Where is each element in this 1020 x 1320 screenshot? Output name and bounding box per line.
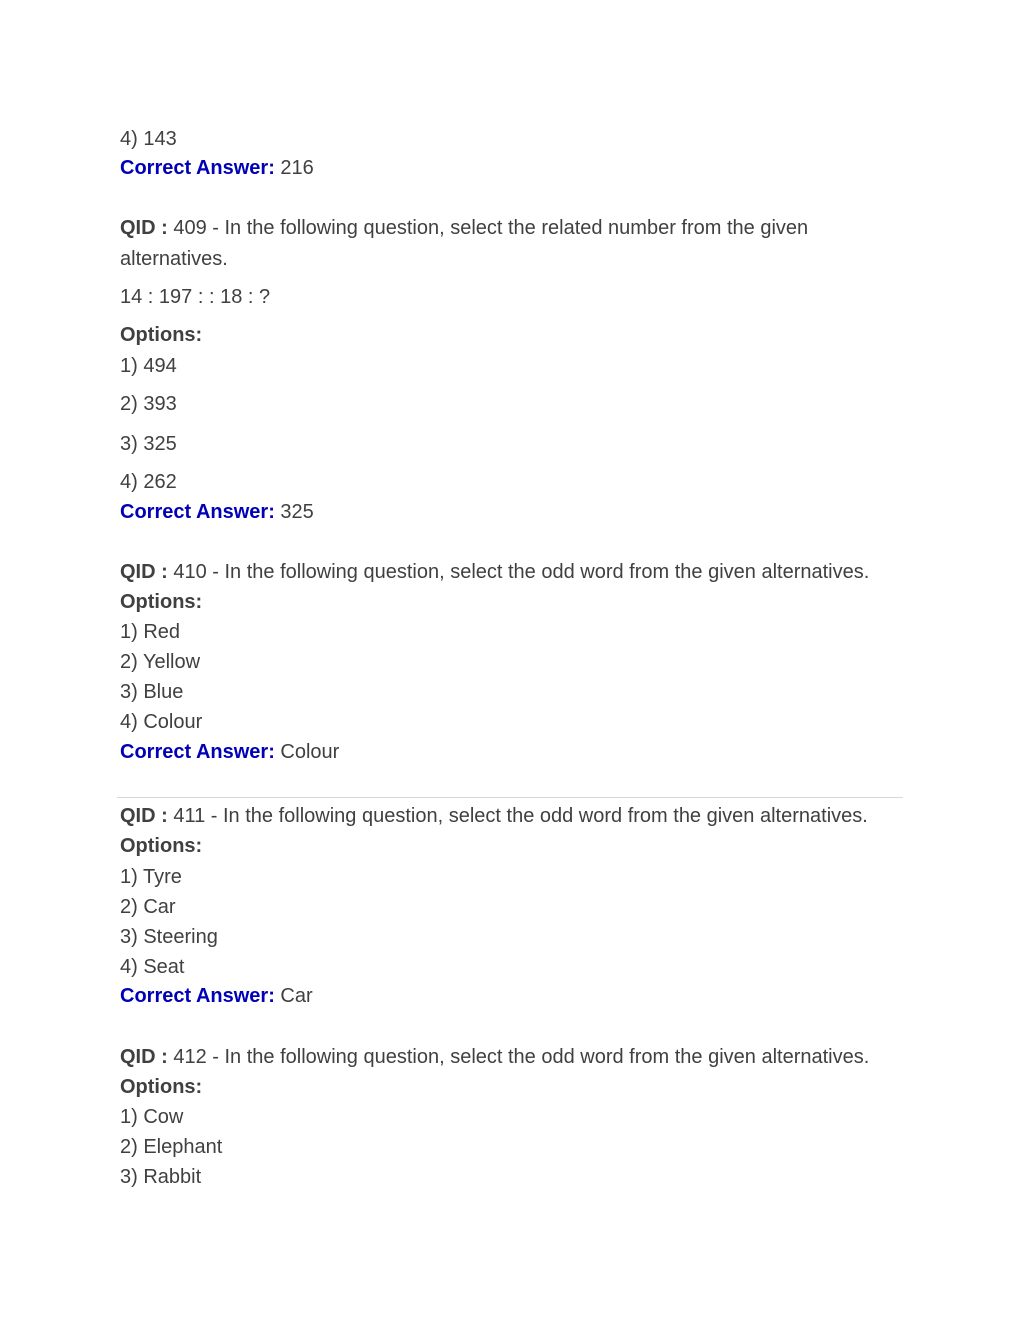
correct-answer-label: Correct Answer: [120,985,275,1007]
question-412 [120,1045,869,1069]
correct-answer-line [120,156,314,180]
question-409 [120,213,820,275]
option-item: 4) 262 [120,471,177,493]
divider [117,797,903,798]
option-item: 3) Steering [120,926,218,948]
option-item: 3) Rabbit [120,1166,202,1188]
option-item: 4) Colour [120,711,203,733]
qid-label: QID : [120,1046,168,1068]
correct-answer-value: 216 [280,157,314,179]
option-item: 1) Cow [120,1106,184,1128]
option-item: 1) Red [120,621,181,643]
correct-answer-value: Colour [280,741,340,763]
correct-answer-label: Correct Answer: [120,741,275,763]
option-item: 2) Car [120,896,176,918]
options-label: Options: [120,1076,203,1098]
option-item: 2) Elephant [120,1136,223,1158]
qid-label: QID : [120,217,168,239]
correct-answer-label: Correct Answer: [120,501,275,523]
question-text: 411 - In the following question, select the odd word from the given alternatives. [173,805,868,827]
qid-label: QID : [120,561,168,583]
option-item: 2) 393 [120,393,177,415]
option-item: 1) 494 [120,355,177,377]
correct-answer-label: Correct Answer: [120,157,275,179]
option-item: 2) Yellow [120,651,201,673]
question-text: 412 - In the following question, select the odd word from the given alternatives. [173,1046,870,1068]
option-item: 1) Tyre [120,866,182,888]
option-item: 4) 143 [120,128,177,150]
option-item: 3) Blue [120,681,184,703]
correct-answer-value: Car [280,985,313,1007]
options-label: Options: [120,835,203,857]
correct-answer-line [120,984,313,1008]
option-item: 3) 325 [120,433,177,455]
options-label: Options: [120,324,203,346]
correct-answer-line [120,740,339,764]
options-label: Options: [120,591,203,613]
question-411 [120,804,868,828]
question-prompt: 14 : 197 : : 18 : ? [120,286,271,308]
question-text: 409 - In the following question, select the related number from the given alternatives. [120,217,809,270]
option-item: 4) Seat [120,956,185,978]
correct-answer-value: 325 [280,501,314,523]
question-text: 410 - In the following question, select the odd word from the given alternatives. [173,561,870,583]
question-410 [120,560,869,584]
qid-label: QID : [120,805,168,827]
correct-answer-line [120,500,314,524]
